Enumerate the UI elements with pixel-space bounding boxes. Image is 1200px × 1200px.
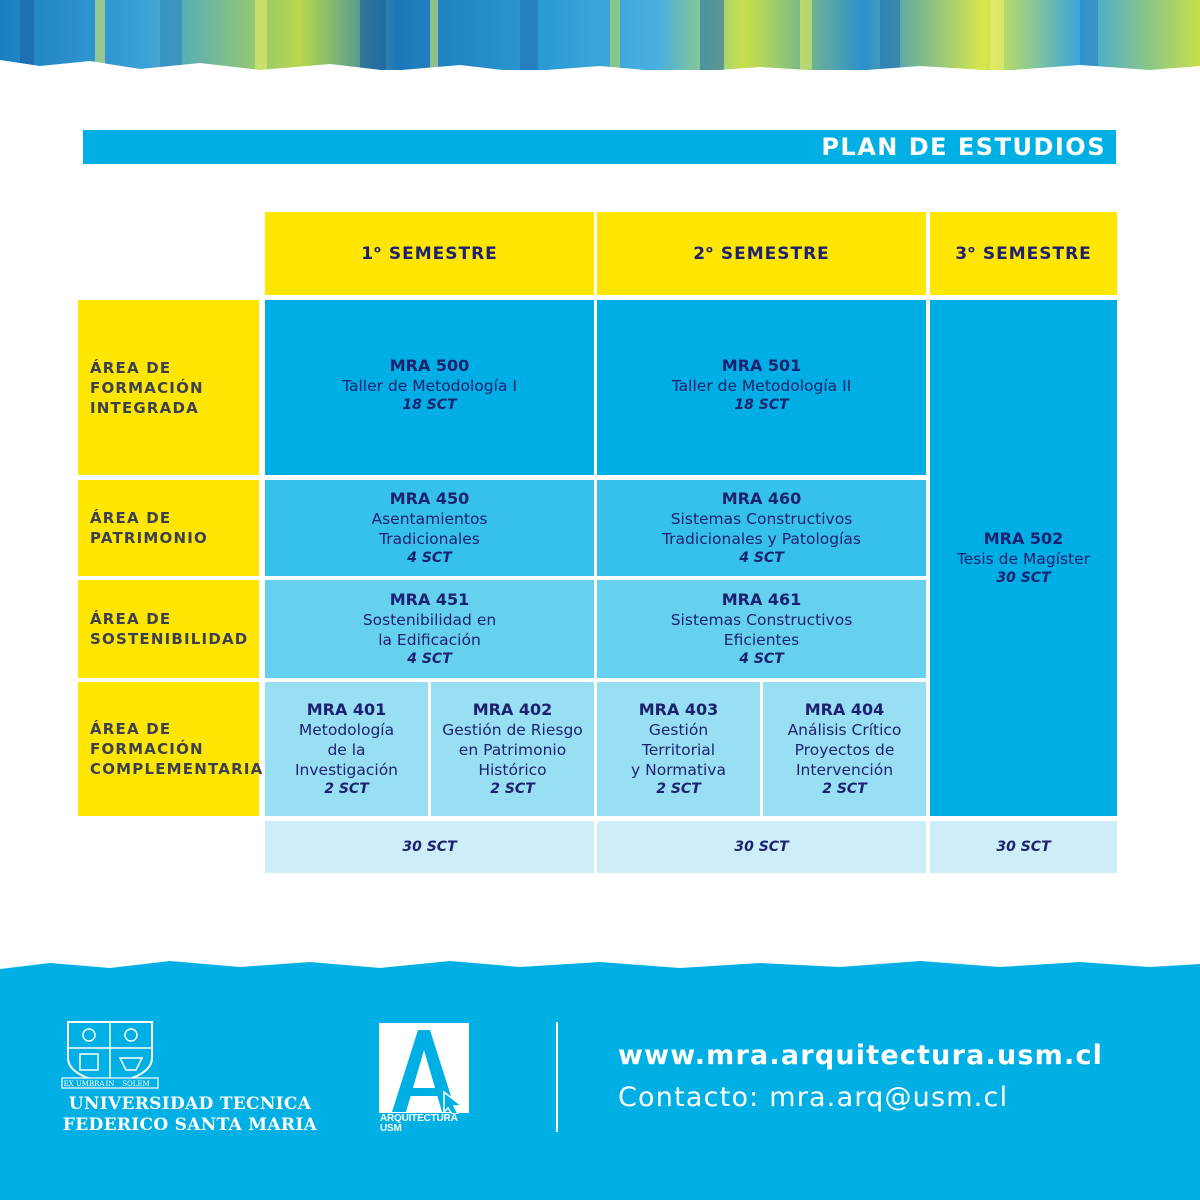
semester-header-2 (597, 212, 926, 295)
course-name: Taller de Metodología II (671, 377, 852, 395)
semester-header-1 (265, 212, 594, 295)
course-credits: 18 SCT (402, 397, 457, 413)
top-banner-image (0, 0, 1200, 90)
course-code: MRA 404 (804, 699, 885, 719)
semester-label-3: 3$^o$ SEMESTRE (955, 243, 1092, 264)
course-code: MRA 401 (306, 699, 387, 719)
footer-divider (556, 1022, 558, 1132)
course-credits: 4 SCT (739, 549, 784, 566)
area-label-complementaria: ÁREA DE FORMACIÓN COMPLEMENTARIA (78, 682, 259, 816)
course-cell-mra460 (597, 480, 926, 576)
course-name: Investigación (294, 760, 399, 779)
course-name: Sistemas Constructivos (670, 509, 853, 528)
total-credits: 30 SCT (996, 839, 1051, 855)
course-credits: 2 SCT (822, 780, 867, 797)
total-credits: 30 SCT (402, 839, 457, 855)
arquitectura-a-icon (378, 1022, 470, 1114)
svg-text:EX UMBRA: EX UMBRA (63, 1080, 105, 1088)
course-name: Territorial (641, 740, 716, 759)
course-cell-mra502 (930, 300, 1117, 816)
course-name: Histórico (478, 760, 547, 779)
course-name: Asentamientos (371, 509, 488, 528)
course-name: de la (327, 740, 366, 759)
course-code: MRA 451 (389, 589, 470, 609)
course-code: MRA 461 (721, 589, 802, 609)
course-name: Análisis Crítico (787, 720, 902, 739)
course-name: Gestión de Riesgo (442, 720, 583, 739)
svg-text:SOLEM: SOLEM (122, 1080, 150, 1088)
course-cell-mra403 (597, 682, 760, 816)
course-name: Eficientes (723, 630, 800, 649)
semester-label-2: 2$^o$ SEMESTRE (693, 243, 830, 264)
course-code: MRA 502 (983, 528, 1064, 548)
course-name: Tesis de Magíster (956, 549, 1091, 568)
course-code: MRA 450 (389, 488, 470, 508)
course-name: Tradicionales (379, 529, 480, 548)
contact-email[interactable]: Contacto: mra.arq@usm.cl (618, 1082, 1009, 1113)
course-credits: 30 SCT (996, 569, 1051, 586)
course-credits: 4 SCT (407, 549, 452, 566)
course-name: y Normativa (631, 760, 726, 779)
course-cell-mra500 (265, 300, 594, 475)
course-name: en Patrimonio (458, 740, 567, 759)
university-name: UNIVERSIDAD TECNICA FEDERICO SANTA MARIA (62, 1094, 318, 1135)
course-cell-mra401 (265, 682, 428, 816)
course-code: MRA 460 (721, 488, 802, 508)
course-name: Intervención (795, 760, 894, 779)
textured-banner-graphic (0, 0, 1200, 90)
course-credits: 2 SCT (656, 780, 701, 797)
course-cell-mra501 (597, 300, 926, 475)
course-credits: 18 SCT (734, 397, 789, 413)
footer-banner (0, 955, 1200, 1200)
course-code: MRA 500 (389, 356, 470, 375)
area-label-integrada: ÁREA DE FORMACIÓN INTEGRADA (78, 300, 259, 475)
course-code: MRA 402 (472, 699, 553, 719)
course-credits: 2 SCT (490, 780, 535, 797)
course-name: Proyectos de (794, 740, 895, 759)
svg-text:IN: IN (105, 1080, 115, 1088)
course-cell-mra461 (597, 580, 926, 678)
total-semester-3 (930, 821, 1117, 873)
course-credits: 4 SCT (739, 650, 784, 667)
total-credits: 30 SCT (734, 839, 789, 855)
university-shield-icon (60, 1018, 160, 1090)
arquitectura-usm-logo (378, 1022, 473, 1137)
course-credits: 4 SCT (407, 650, 452, 667)
usm-logo (60, 1018, 320, 1138)
course-credits: 2 SCT (324, 780, 369, 797)
title-bar (83, 130, 1116, 164)
course-cell-mra404 (763, 682, 926, 816)
course-code: MRA 403 (638, 699, 719, 719)
course-code: MRA 501 (721, 356, 802, 375)
semester-label-1: 1$^o$ SEMESTRE (361, 243, 498, 264)
course-cell-mra450 (265, 480, 594, 576)
course-name: Metodología (298, 720, 395, 739)
website-link[interactable]: www.mra.arquitectura.usm.cl (618, 1040, 1104, 1071)
area-label-patrimonio: ÁREA DE PATRIMONIO (78, 480, 259, 576)
arquitectura-label: ARQUITECTURA USM (380, 1113, 458, 1134)
course-cell-mra451 (265, 580, 594, 678)
course-name: Tradicionales y Patologías (661, 529, 861, 548)
contact-info (618, 1035, 1103, 1119)
total-semester-2 (597, 821, 926, 873)
course-name: la Edificación (378, 630, 481, 649)
course-name: Taller de Metodología I (342, 377, 517, 395)
course-name: Sostenibilidad en (362, 610, 497, 629)
page-title: PLAN DE ESTUDIOS (821, 133, 1106, 161)
course-name: Gestión (648, 720, 709, 739)
semester-header-3 (930, 212, 1117, 295)
area-label-sostenibilidad: ÁREA DE SOSTENIBILIDAD (78, 580, 259, 678)
course-cell-mra402 (431, 682, 594, 816)
course-name: Sistemas Constructivos (670, 610, 853, 629)
total-semester-1 (265, 821, 594, 873)
